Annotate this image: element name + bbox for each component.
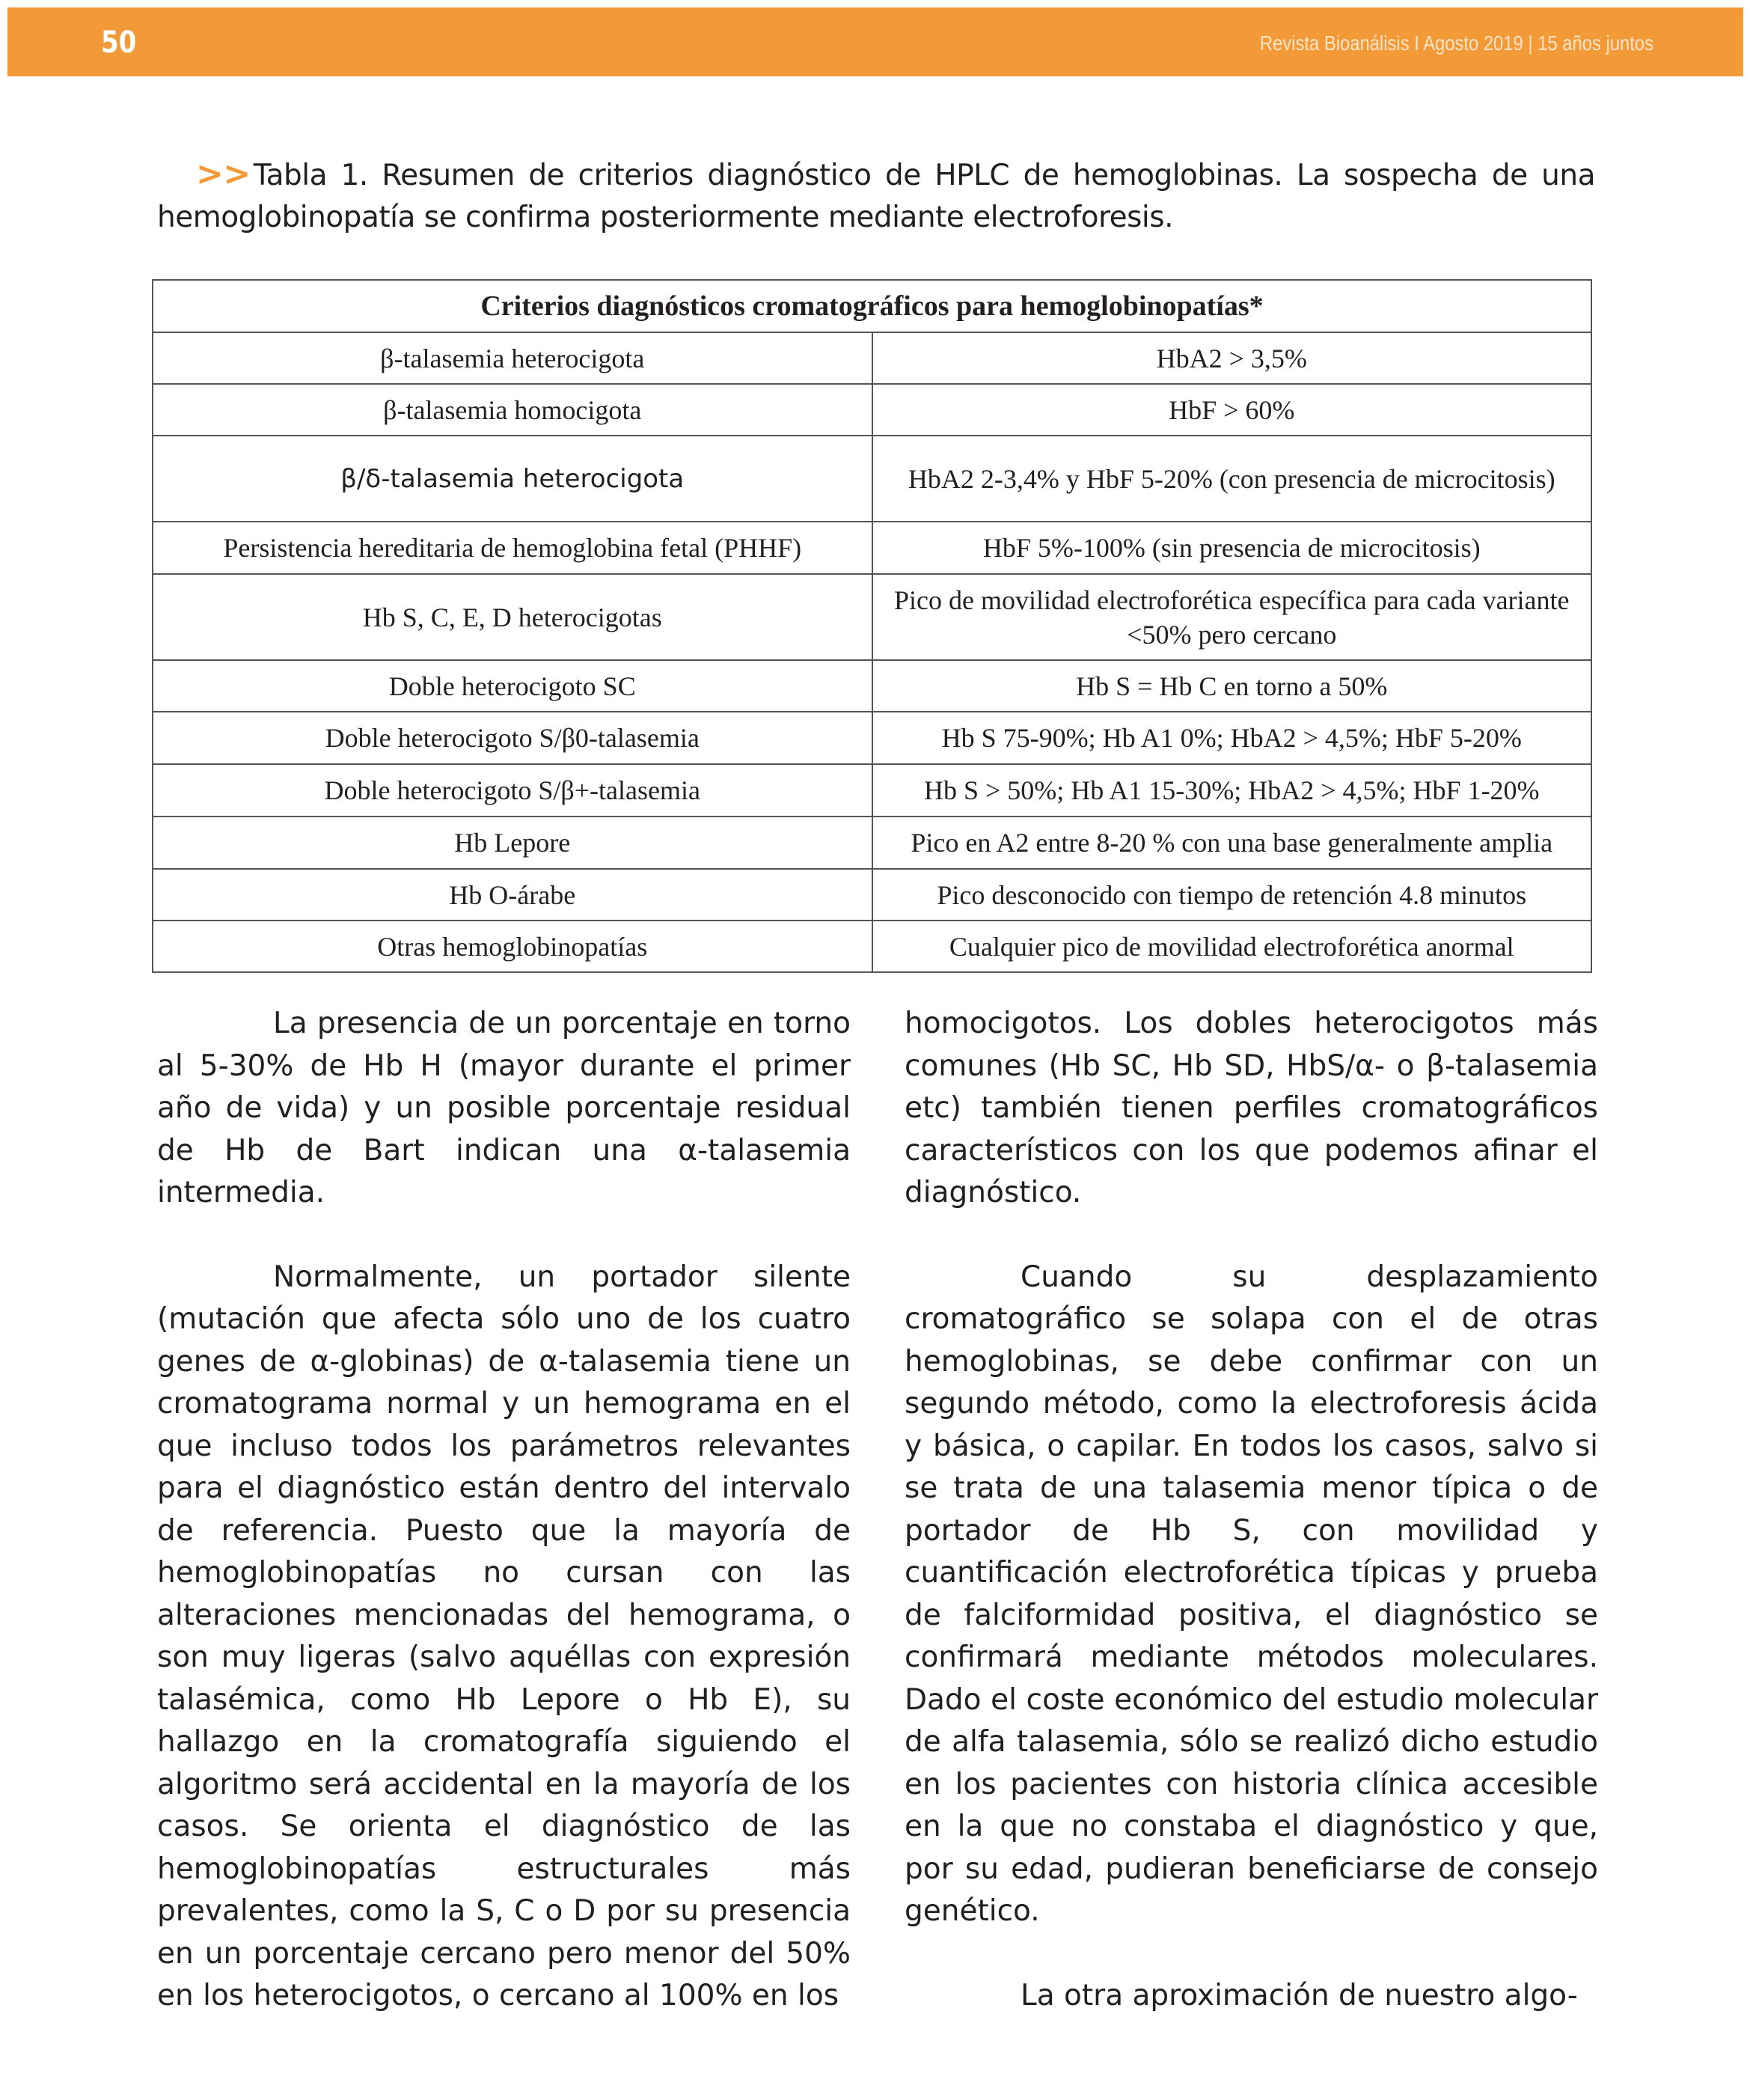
condition-cell: Doble heterocigoto SC xyxy=(153,660,872,712)
body-paragraph: Cuando su desplazamiento cromatográfico se solapa con el de otras hemoglobinas, se debe confirmar con un segundo método, como la electroforesis ácida y básica, o capilar. En todos los casos, salvo si se trata de una talasemia menor típica o de portador de Hb S, con movilidad y cuantificación electroforética típicas y prueba de falciformidad positiva, el diagnóstico se confirmará mediante métodos moleculares. Dado el coste económico del estudio molecular de alfa talasemia, sólo se realizó dicho estudio en los pacientes con historia clínica accesible en la que no constaba el diagnóstico y que, por su edad, pudieran beneficiarse de consejo genético. xyxy=(905,1260,1598,1928)
table-row xyxy=(153,712,1591,764)
table-row xyxy=(153,764,1591,817)
condition-cell: Doble heterocigoto S/β+-talasemia xyxy=(153,764,872,817)
condition-cell: β-talasemia heterocigota xyxy=(153,332,872,384)
condition-cell: Hb Lepore xyxy=(153,817,872,869)
criteria-table xyxy=(152,279,1592,973)
table-row xyxy=(153,921,1591,972)
criterion-cell: HbA2 > 3,5% xyxy=(872,332,1592,384)
caption-marker: >> xyxy=(196,155,251,193)
condition-cell: Hb O-árabe xyxy=(153,869,872,921)
criterion-cell: Pico desconocido con tiempo de retención 4.8 minutos xyxy=(872,869,1592,921)
body-paragraph: La presencia de un porcentaje en torno al 5-30% de Hb H (mayor durante el primer año de vida) y un posible porcentaje residual de Hb de Bart indican una α-talasemia intermedia. xyxy=(157,1007,851,1209)
table-row xyxy=(153,817,1591,869)
condition-cell: β-talasemia homocigota xyxy=(153,384,872,436)
condition-cell: Doble heterocigoto S/β0-talasemia xyxy=(153,712,872,764)
criterion-cell: Hb S = Hb C en torno a 50% xyxy=(872,660,1592,712)
table-title: Criterios diagnósticos cromatográficos para hemoglobinopatías* xyxy=(153,280,1591,332)
body-paragraph: La otra aproximación de nuestro algo- xyxy=(1021,1978,1578,2012)
caption-text: Tabla 1. Resumen de criterios diagnóstico de HPLC de hemoglobinas. La sospecha de una hemoglobinopatía se confirma posteriormente mediante electroforesis. xyxy=(157,159,1595,234)
criterion-cell: HbA2 2-3,4% y HbF 5-20% (con presencia de microcitosis) xyxy=(872,436,1592,522)
table-row xyxy=(153,384,1591,436)
body-paragraph: Normalmente, un portador silente (mutación que afecta sólo uno de los cuatro genes de α-globinas) de α-talasemia tiene un cromatograma normal y un hemograma en el que incluso todos los parámetros relevantes para el diagnóstico están dentro del intervalo de referencia. Puesto que la mayoría de hemoglobinopatías no cursan con las alteraciones mencionadas del hemograma, o son muy ligeras (salvo aquéllas con expresión talasémica, como Hb Lepore o Hb E), su hallazgo en la cromatografía siguiendo el algoritmo será accidental en la mayoría de los casos. Se orienta el diagnóstico de las hemoglobinopatías estructurales más prevalentes, como la S, C o D por su presencia en un porcentaje cercano pero menor del 50% en los heterocigotos, o cercano al 100% en los xyxy=(157,1260,851,2012)
criterion-cell: HbF > 60% xyxy=(872,384,1592,436)
table-row xyxy=(153,332,1591,384)
condition-cell: Otras hemoglobinopatías xyxy=(153,921,872,972)
table-row xyxy=(153,660,1591,712)
page-number: 50 xyxy=(101,25,137,60)
table-row xyxy=(153,436,1591,522)
condition-cell: β/δ-talasemia heterocigota xyxy=(153,436,872,522)
table-row xyxy=(153,869,1591,921)
condition-cell: Persistencia hereditaria de hemoglobina fetal (PHHF) xyxy=(153,522,872,574)
criterion-cell: HbF 5%-100% (sin presencia de microcitosis) xyxy=(872,522,1592,574)
criterion-cell: Pico en A2 entre 8-20 % con una base generalmente amplia xyxy=(872,817,1592,869)
criterion-cell: Hb S 75-90%; Hb A1 0%; HbA2 > 4,5%; HbF 5-20% xyxy=(872,712,1592,764)
criterion-cell: Pico de movilidad electroforética específica para cada variante <50% pero cercano xyxy=(872,574,1592,660)
body-column-right xyxy=(905,1003,1598,2017)
condition-cell: Hb S, C, E, D heterocigotas xyxy=(153,574,872,660)
table-row xyxy=(153,574,1591,660)
table-title-row xyxy=(153,280,1591,332)
body-column-left xyxy=(157,1003,851,2018)
header-bar xyxy=(7,7,1743,76)
table-caption xyxy=(157,153,1595,239)
body-paragraph: homocigotos. Los dobles heterocigotos más comunes (Hb SC, Hb SD, HbS/α- o β-talasemia etc) también tienen perfiles cromatográficos característicos con los que podemos afinar el diagnóstico. xyxy=(905,1007,1599,1209)
criterion-cell: Cualquier pico de movilidad electroforética anormal xyxy=(872,921,1592,972)
criterion-cell: Hb S > 50%; Hb A1 15-30%; HbA2 > 4,5%; HbF 1-20% xyxy=(872,764,1592,817)
running-head: Revista Bioanálisis I Agosto 2019 | 15 años juntos xyxy=(1259,31,1653,55)
table-row xyxy=(153,522,1591,574)
